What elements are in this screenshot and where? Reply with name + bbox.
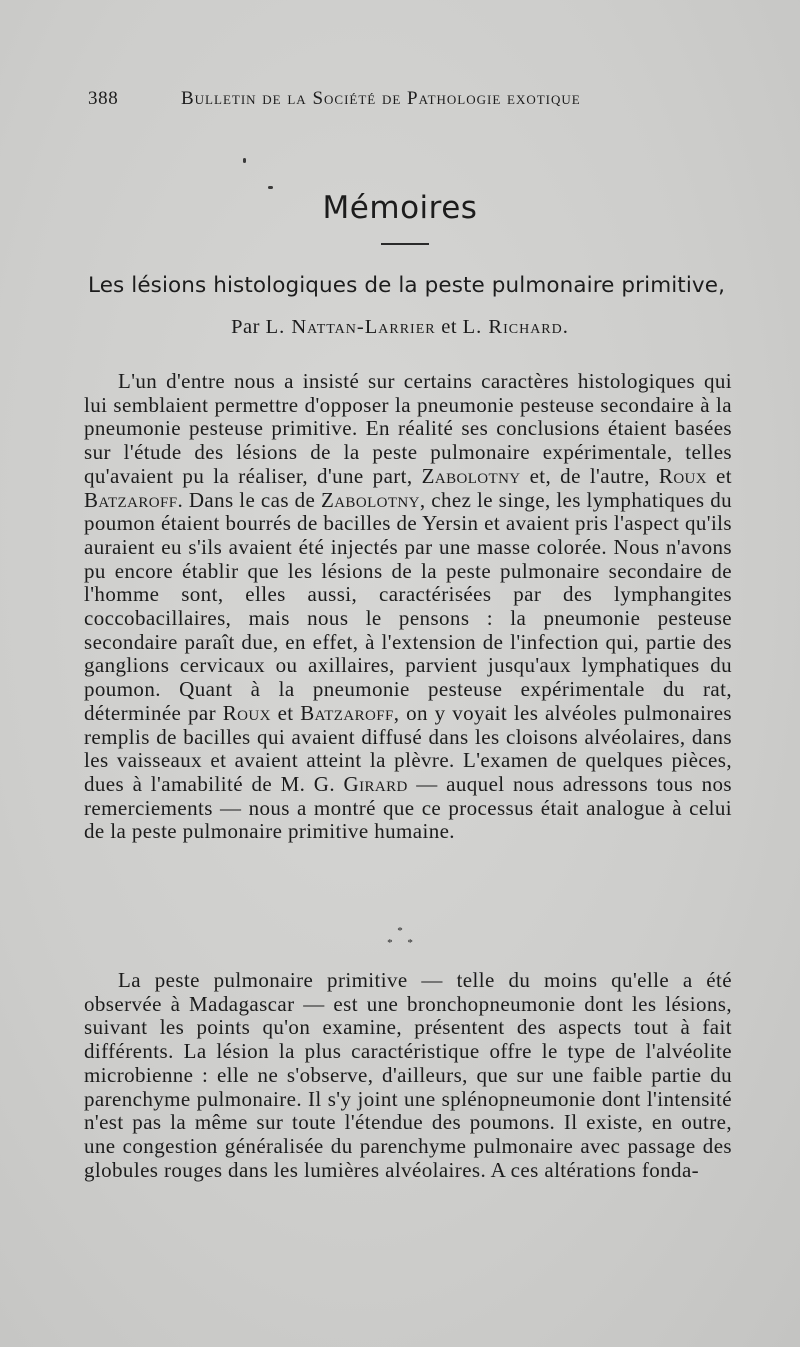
- text-run: , on y voyait les alvéoles pulmonaires remplis de bacilles qui avaient diffusé dans les cloisons alvéolaires, dans les vaisseaux et avaient atteint la plèvre. L'examen de quelques pièces, dues à l'amabilité de M. G.: [84, 700, 732, 796]
- person-name: Zabolotny: [320, 487, 420, 512]
- print-speck: [243, 158, 246, 163]
- author-name: L. Nattan-Larrier: [265, 316, 436, 338]
- separator-stars-bottom: * *: [387, 937, 419, 949]
- print-speck: [268, 186, 273, 189]
- text-run: et: [277, 700, 294, 725]
- article-authors: [0, 316, 800, 339]
- section-title: Mémoires: [322, 190, 478, 226]
- title-rule: [381, 243, 429, 245]
- authors-joiner: et: [441, 316, 458, 338]
- person-name: Batzaroff: [300, 700, 394, 725]
- paragraph-1: [84, 370, 732, 844]
- authors-prefix: Par: [231, 316, 260, 338]
- article-title: Les lésions histologiques de la peste pulmonaire primitive,: [88, 273, 726, 298]
- person-name: Roux: [658, 463, 708, 488]
- paragraph-2-text: La peste pulmonaire primitive — telle du moins qu'elle a été observée à Madagascar — est une bronchopneumonie dont les lésions, suivant les points qu'on examine, présentent des aspects tout à fait différents. La lésion la plus caractéristique offre le type de l'alvéolite microbienne : elle ne s'observe, d'ailleurs, que sur une faible partie du parenchyme pulmonaire. Il s'y joint une splénopneumonie dont l'intensité n'est pas la même sur toute l'étendue des poumons. Il existe, en outre, une congestion généralisée du parenchyme pulmonaire avec passage des globules rouges dans les lumières alvéolaires. A ces altérations fonda-: [84, 968, 732, 1182]
- person-name: Zabolotny: [421, 463, 521, 488]
- text-run: . Dans le cas de: [177, 487, 316, 512]
- section-separator: [0, 925, 800, 949]
- running-title: Bulletin de la Société de Pathologie exotique: [181, 88, 581, 109]
- text-run: et: [716, 463, 733, 488]
- paragraph-2: [84, 969, 732, 1182]
- text-run: et, de l'autre,: [529, 463, 650, 488]
- separator-star-top: *: [397, 925, 403, 937]
- text-run: , chez le singe, les lymphatiques du poumon étaient bourrés de bacilles de Yersin et avaient pris l'aspect qu'ils auraient eu s'ils avaient été injectés par une masse colorée. Nous n'avons pu encore établir que les lésions de la peste pulmonaire secondaire de l'homme sont, elles aussi, caractérisées par des lymphangites coccobacillaires, mais nous le pensons : la pneumonie pesteuse secondaire paraît due, en effet, à l'extension de l'infection qui, partie des ganglions cervicaux ou axillaires, parvient jusqu'aux lymphatiques du poumon. Quant à la pneumonie pesteuse expérimentale du rat, déterminée par: [84, 487, 732, 725]
- person-name: Roux: [222, 700, 271, 725]
- page-number: 388: [88, 88, 119, 109]
- person-name: Girard: [343, 771, 408, 796]
- person-name: Batzaroff: [84, 487, 178, 512]
- author-name: L. Richard.: [462, 316, 569, 338]
- text-run: — auquel nous adressons tous nos remerciements — nous a montré que ce processus était analogue à celui de la peste pulmonaire primitive humaine.: [84, 771, 732, 844]
- text-run: L'un d'entre nous a insisté sur certains caractères histologiques qui lui semblaient permettre d'opposer la pneumonie pesteuse secondaire à la pneumonie pesteuse primitive. En réalité ses conclusions étaient basées sur l'étude des lésions de la peste pulmonaire expérimentale, telles qu'avaient pu la réaliser, d'une part,: [84, 369, 732, 488]
